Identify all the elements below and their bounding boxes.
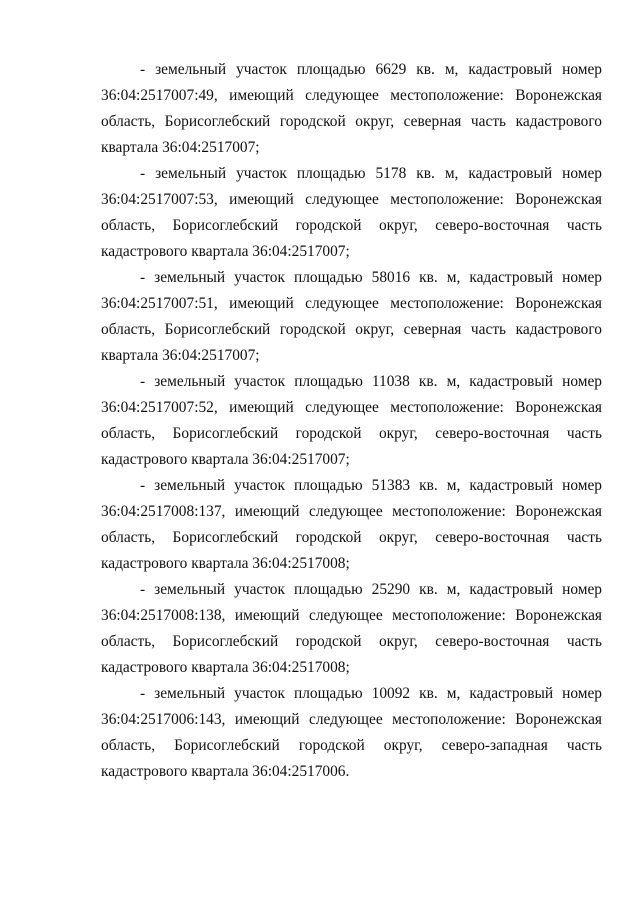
paragraph-line: область, Борисоглебский городской округ, северо-восточная часть — [101, 425, 602, 442]
paragraph-line: кадастрового квартала 36:04:2517007; — [101, 451, 350, 468]
paragraph-line: 36:04:2517007:52, имеющий следующее местоположение: Воронежская — [101, 399, 602, 416]
paragraph-line: 36:04:2517008:137, имеющий следующее местоположение: Воронежская — [101, 503, 602, 520]
paragraph-line: область, Борисоглебский городской округ, северо-западная часть — [101, 737, 602, 754]
paragraph-line: - земельный участок площадью 6629 кв. м, кадастровый номер — [140, 61, 602, 78]
paragraph-line: кадастрового квартала 36:04:2517007; — [101, 243, 350, 260]
paragraph-line: область, Борисоглебский городской округ, северо-восточная часть — [101, 217, 602, 234]
paragraph-line: - земельный участок площадью 51383 кв. м, кадастровый номер — [140, 477, 602, 494]
paragraph-line: - земельный участок площадью 58016 кв. м, кадастровый номер — [140, 269, 602, 286]
paragraph-line: 36:04:2517007:53, имеющий следующее местоположение: Воронежская — [101, 191, 602, 208]
paragraph-line: область, Борисоглебский городской округ, северо-восточная часть — [101, 633, 602, 650]
paragraph-line: 36:04:2517007:51, имеющий следующее местоположение: Воронежская — [101, 295, 602, 312]
land-plot-paragraph — [101, 265, 602, 369]
land-plot-paragraph — [101, 369, 602, 473]
paragraph-line: кадастрового квартала 36:04:2517008; — [101, 555, 350, 572]
land-plot-paragraph — [101, 681, 602, 785]
paragraph-line: область, Борисоглебский городской округ, северная часть кадастрового — [101, 321, 602, 338]
paragraph-line: 36:04:2517008:138, имеющий следующее местоположение: Воронежская — [101, 607, 602, 624]
paragraph-line: 36:04:2517006:143, имеющий следующее местоположение: Воронежская — [101, 711, 602, 728]
paragraph-line: область, Борисоглебский городской округ, северная часть кадастрового — [101, 113, 602, 130]
paragraph-line: кадастрового квартала 36:04:2517006. — [101, 763, 350, 780]
paragraph-line: область, Борисоглебский городской округ, северо-восточная часть — [101, 529, 602, 546]
paragraph-line: - земельный участок площадью 5178 кв. м, кадастровый номер — [140, 165, 602, 182]
land-plot-paragraph — [101, 161, 602, 265]
paragraph-line: 36:04:2517007:49, имеющий следующее местоположение: Воронежская — [101, 87, 602, 104]
paragraph-line: кадастрового квартала 36:04:2517008; — [101, 659, 350, 676]
paragraph-line: - земельный участок площадью 11038 кв. м, кадастровый номер — [140, 373, 602, 390]
document-body — [101, 57, 602, 785]
paragraph-line: квартала 36:04:2517007; — [101, 347, 260, 364]
land-plot-paragraph — [101, 473, 602, 577]
paragraph-line: квартала 36:04:2517007; — [101, 139, 260, 156]
land-plot-paragraph — [101, 577, 602, 681]
paragraph-line: - земельный участок площадью 10092 кв. м, кадастровый номер — [140, 685, 602, 702]
paragraph-line: - земельный участок площадью 25290 кв. м, кадастровый номер — [140, 581, 602, 598]
land-plot-paragraph — [101, 57, 602, 161]
